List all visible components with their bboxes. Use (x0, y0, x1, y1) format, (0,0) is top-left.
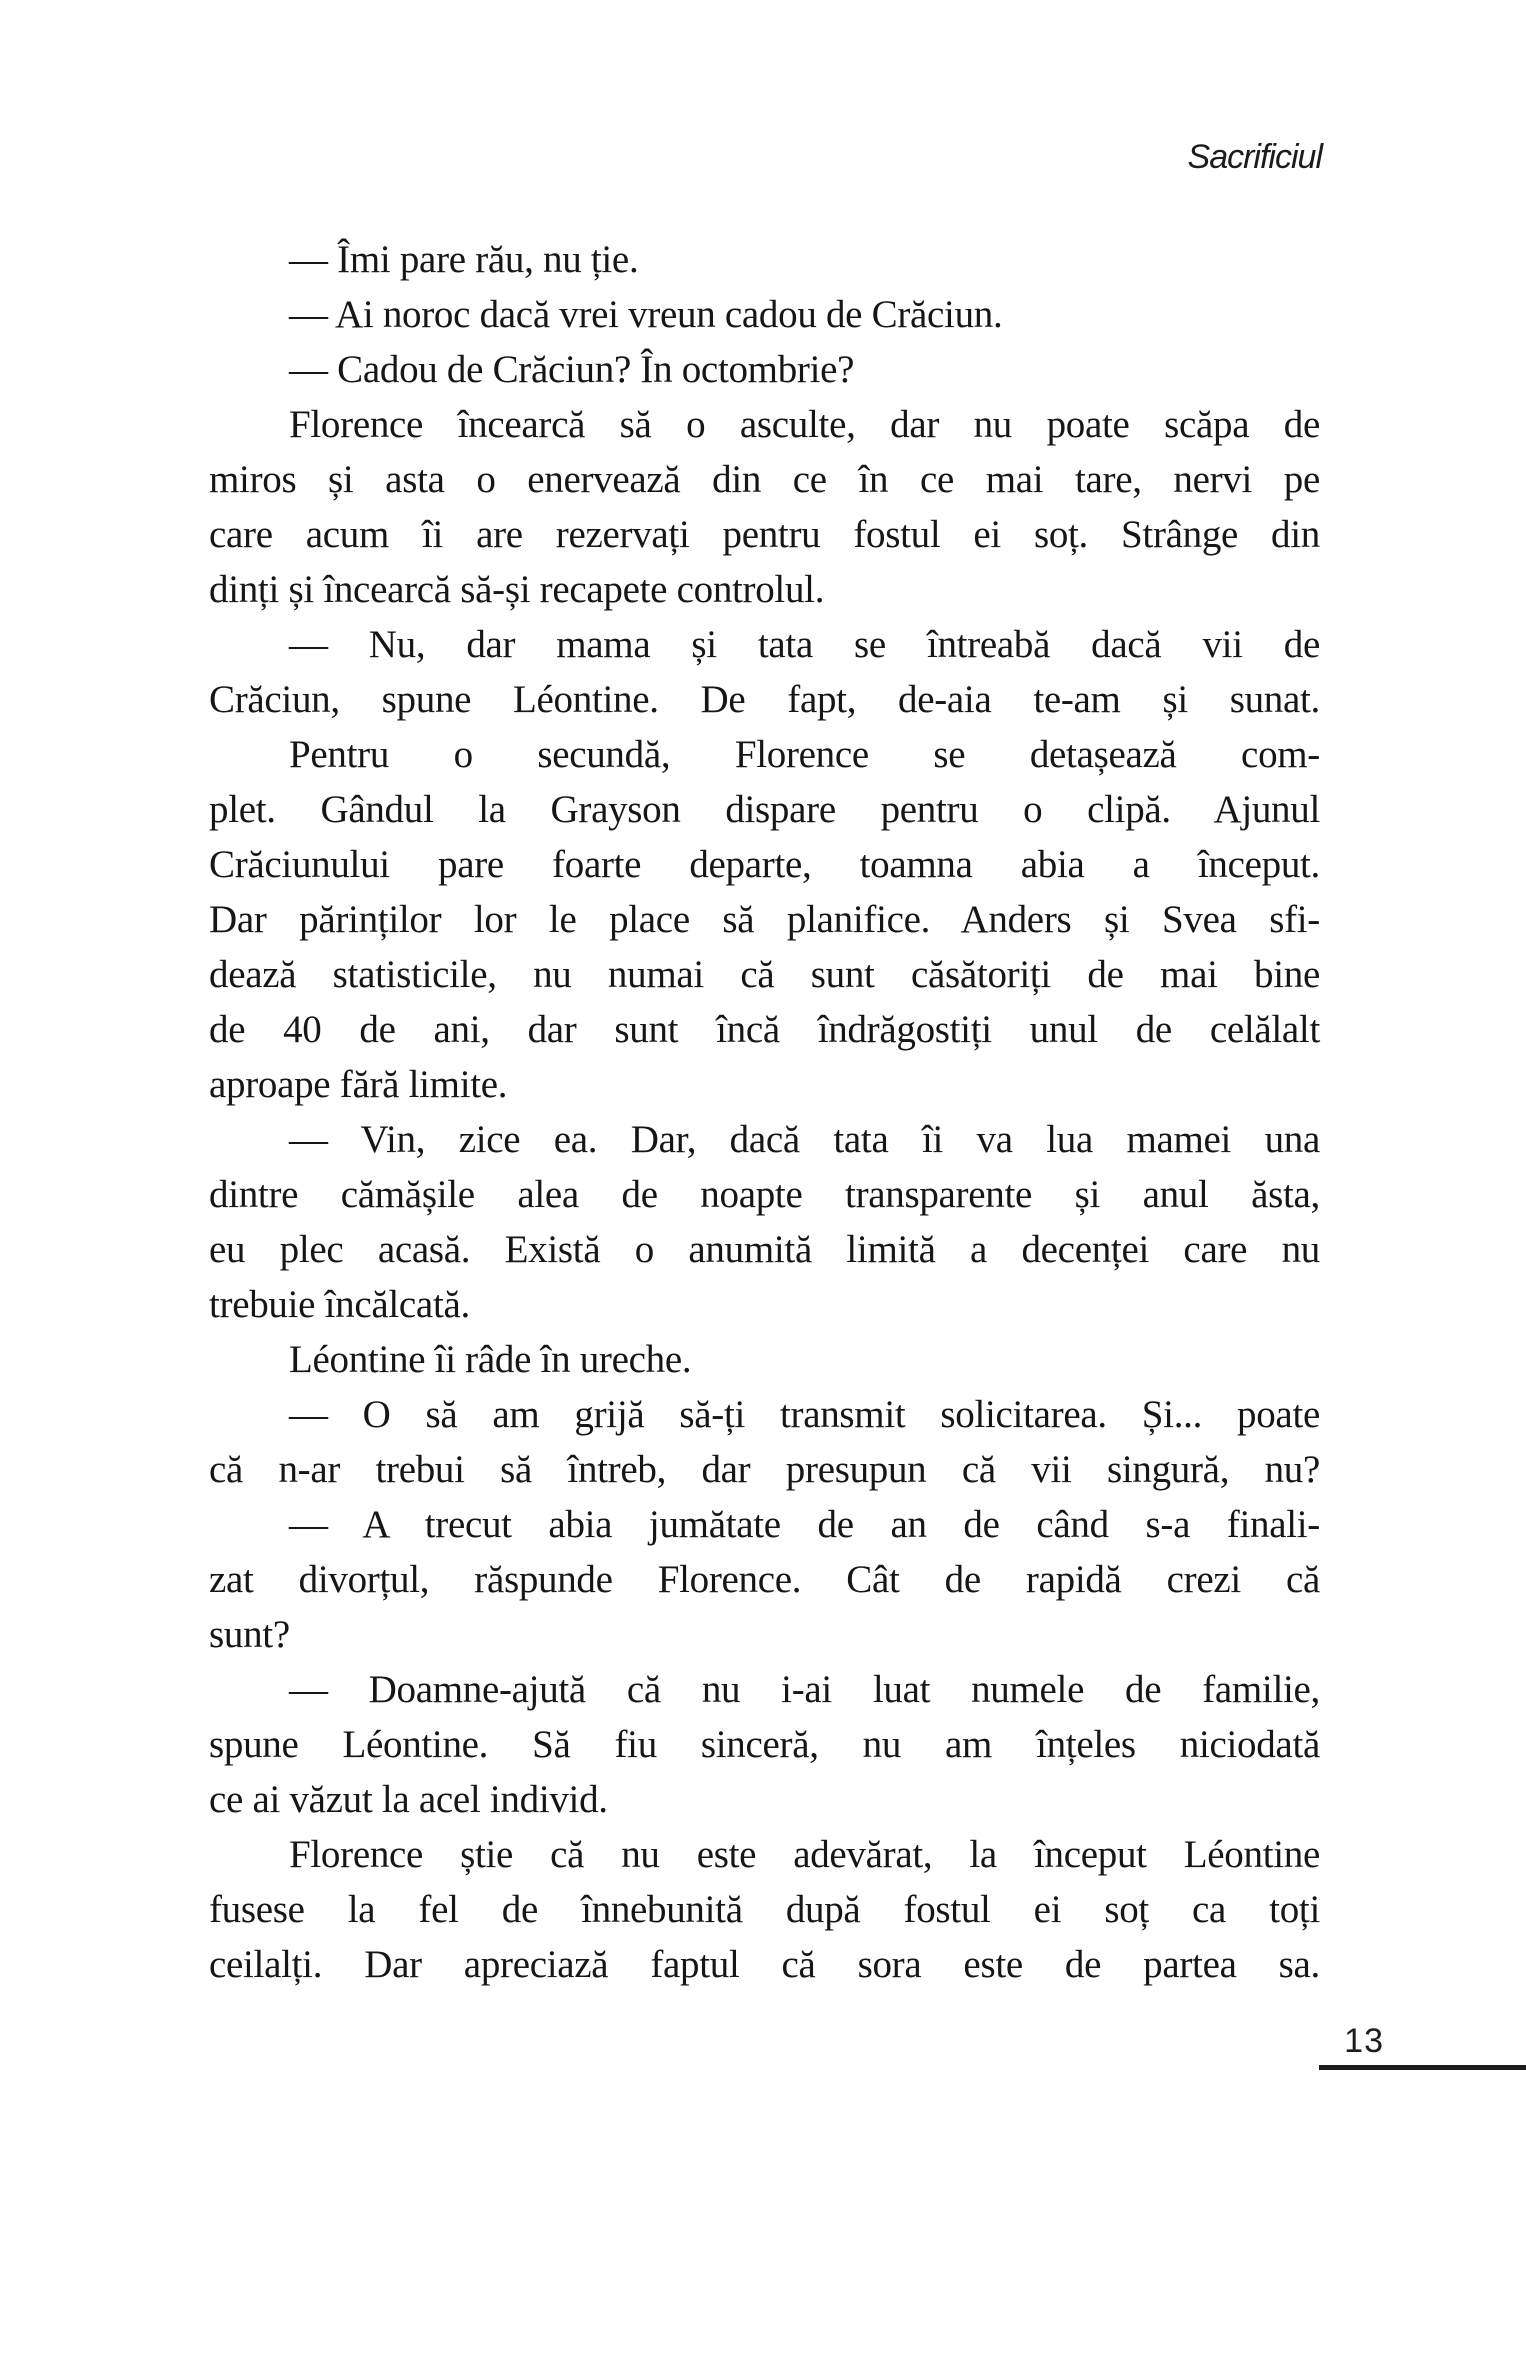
text-line: dintre cămășile alea de noapte transparente și anul ăsta, (209, 1173, 1320, 1216)
text-line: Pentru o secundă, Florence se detașează com- (289, 733, 1320, 776)
text-line: — Îmi pare rău, nu ție. (289, 238, 639, 281)
text-line: ce ai văzut la acel individ. (209, 1778, 608, 1821)
text-line: ceilalți. Dar apreciază faptul că sora este de partea sa. (209, 1943, 1320, 1986)
text-line: că n-ar trebui să întreb, dar presupun că vii singură, nu? (209, 1448, 1320, 1491)
text-line: plet. Gândul la Grayson dispare pentru o clipă. Ajunul (209, 788, 1320, 831)
running-head-title: Sacrificiul (1187, 138, 1322, 176)
text-line: Dar părinților lor le place să planifice. Anders și Svea sfi- (209, 898, 1320, 941)
body-text (209, 232, 1320, 1992)
text-line: — Doamne-ajută că nu i-ai luat numele de familie, (289, 1668, 1320, 1711)
text-line: fusese la fel de înnebunită după fostul ei soț ca toți (209, 1888, 1320, 1931)
text-line: — Vin, zice ea. Dar, dacă tata îi va lua mamei una (289, 1118, 1320, 1161)
text-line: aproape fără limite. (209, 1063, 508, 1106)
text-line: — A trecut abia jumătate de an de când s-a finali- (289, 1503, 1320, 1546)
text-line: spune Léontine. Să fiu sinceră, nu am înțeles niciodată (209, 1723, 1320, 1766)
text-line: care acum îi are rezervați pentru fostul ei soț. Strânge din (209, 513, 1320, 556)
text-line: Léontine îi râde în ureche. (289, 1338, 692, 1381)
text-line: dinți și încearcă să-și recapete controlul. (209, 568, 825, 611)
text-line: trebuie încălcată. (209, 1283, 470, 1326)
text-line: Crăciun, spune Léontine. De fapt, de-aia te-am și sunat. (209, 678, 1320, 721)
text-line: dează statisticile, nu numai că sunt căsătoriți de mai bine (209, 953, 1320, 996)
footer-rule (1319, 2065, 1526, 2070)
text-line: sunt? (209, 1613, 290, 1656)
text-line: Crăciunului pare foarte departe, toamna abia a început. (209, 843, 1320, 886)
text-line: eu plec acasă. Există o anumită limită a decenței care nu (209, 1228, 1320, 1271)
text-line: de 40 de ani, dar sunt încă îndrăgostiți unul de celălalt (209, 1008, 1320, 1051)
text-line: — Cadou de Crăciun? În octombrie? (289, 348, 855, 391)
text-line: Florence știe că nu este adevărat, la început Léontine (289, 1833, 1320, 1876)
text-line: zat divorțul, răspunde Florence. Cât de rapidă crezi că (209, 1558, 1320, 1601)
text-line: — Nu, dar mama și tata se întreabă dacă vii de (289, 623, 1320, 666)
text-line: — Ai noroc dacă vrei vreun cadou de Crăciun. (289, 293, 1003, 336)
text-line: miros și asta o enervează din ce în ce mai tare, nervi pe (209, 458, 1320, 501)
page-number: 13 (1344, 2022, 1384, 2060)
text-line: Florence încearcă să o asculte, dar nu poate scăpa de (289, 403, 1320, 446)
text-line: — O să am grijă să-ți transmit solicitarea. Și... poate (289, 1393, 1320, 1436)
